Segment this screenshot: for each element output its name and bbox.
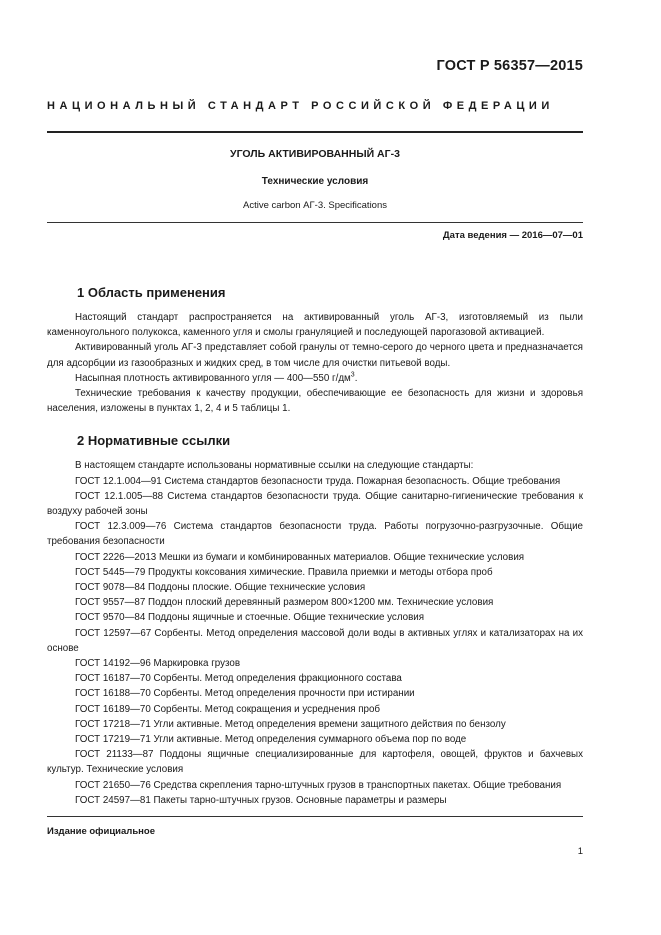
- reference-item: ГОСТ 17218—71 Угли активные. Метод определения времени защитного действия по бензолу: [75, 718, 506, 730]
- density-end: .: [354, 372, 358, 384]
- paragraph: Технические требования к качеству продукции, обеспечивающие ее безопасность для жизни и здоровья населения, изложены в пунктах 1, 2, 4 и 5 таблицы 1.: [47, 388, 583, 415]
- edition-label: Издание официальное: [47, 826, 155, 837]
- section-heading-references: 2 Нормативные ссылки: [77, 433, 231, 449]
- reference-item: ГОСТ 16187—70 Сорбенты. Метод определения фракционного состава: [75, 673, 402, 685]
- paragraph-density: [47, 371, 583, 386]
- references-intro: В настоящем стандарте использованы нормативные ссылки на следующие стандарты:: [75, 460, 474, 472]
- page-number: 1: [577, 846, 583, 857]
- reference-item: ГОСТ 24597—81 Пакеты тарно-штучных грузов. Основные параметры и размеры: [75, 794, 447, 806]
- density-text: Насыпная плотность активированного угля — 400—550 г/дм: [75, 372, 351, 384]
- header-divider: [47, 131, 583, 133]
- document-body: [47, 284, 583, 808]
- reference-item: ГОСТ 21133—87 Поддоны ящичные специализированные для картофеля, овощей, фруктов и бахчевых культур. Технические условия: [47, 749, 583, 776]
- density-superscript: 3: [350, 371, 355, 379]
- reference-item: ГОСТ 2226—2013 Мешки из бумаги и комбинированных материалов. Общие технические условия: [75, 551, 525, 563]
- references-list: [47, 474, 583, 808]
- reference-item: ГОСТ 9078—84 Поддоны плоские. Общие технические условия: [75, 582, 366, 594]
- national-standard-title: НАЦИОНАЛЬНЫЙ СТАНДАРТ РОССИЙСКОЙ ФЕДЕРАЦИИ: [47, 100, 554, 112]
- title-divider: [47, 222, 583, 223]
- reference-item: ГОСТ 12.1.004—91 Система стандартов безопасности труда. Пожарная безопасность. Общие требования: [75, 475, 561, 487]
- reference-item: ГОСТ 14192—96 Маркировка грузов: [75, 658, 241, 670]
- reference-item: ГОСТ 12.1.005—88 Система стандартов безопасности труда. Общие санитарно-гигиенические требования к воздуху рабочей зоны: [47, 490, 583, 518]
- reference-item: ГОСТ 16188—70 Сорбенты. Метод определения прочности при истирании: [75, 688, 415, 700]
- reference-item: ГОСТ 21650—76 Средства скрепления тарно-штучных грузов в транспортных пакетах. Общие требования: [75, 779, 562, 791]
- paragraph: Настоящий стандарт распространяется на активированный уголь АГ-3, изготовляемый из пыли каменноугольного полукокса, каменного угля и смолы грануляцией и последующей парогазовой активацией.: [47, 312, 583, 339]
- reference-item: ГОСТ 9570—84 Поддоны ящичные и стоечные. Общие технические условия: [75, 612, 425, 624]
- reference-item: ГОСТ 9557—87 Поддон плоский деревянный размером 800×1200 мм. Технические условия: [75, 597, 494, 609]
- reference-item: ГОСТ 17219—71 Угли активные. Метод определения суммарного объема пор по воде: [75, 734, 467, 746]
- footer-divider: [47, 816, 583, 817]
- standard-code: ГОСТ Р 56357—2015: [436, 58, 583, 74]
- reference-item: ГОСТ 12.3.009—76 Система стандартов безопасности труда. Работы погрузочно-разгрузочные. Общие требования безопасности: [47, 521, 583, 548]
- introduction-date: Дата ведения — 2016—07—01: [442, 230, 583, 241]
- reference-item: ГОСТ 5445—79 Продукты коксования химические. Правила приемки и методы отбора проб: [75, 566, 493, 578]
- document-english-title: Active carbon АГ-3. Specifications: [242, 200, 388, 211]
- reference-item: ГОСТ 12597—67 Сорбенты. Метод определения массовой доли воды в активных углях и катализаторах на их основе: [47, 627, 583, 654]
- section-heading-scope: 1 Область применения: [77, 285, 226, 300]
- reference-item: ГОСТ 16189—70 Сорбенты. Метод сокращения и усреднения проб: [75, 703, 381, 715]
- document-title: УГОЛЬ АКТИВИРОВАННЫЙ АГ-3: [230, 148, 400, 160]
- paragraph: Активированный уголь АГ-3 представляет собой гранулы от темно-серого до черного цвета и предназначается для адсорбции из газообразных и жидких сред, в том числе для очистки питьевой воды.: [47, 342, 583, 369]
- document-subtitle: Технические условия: [261, 176, 369, 187]
